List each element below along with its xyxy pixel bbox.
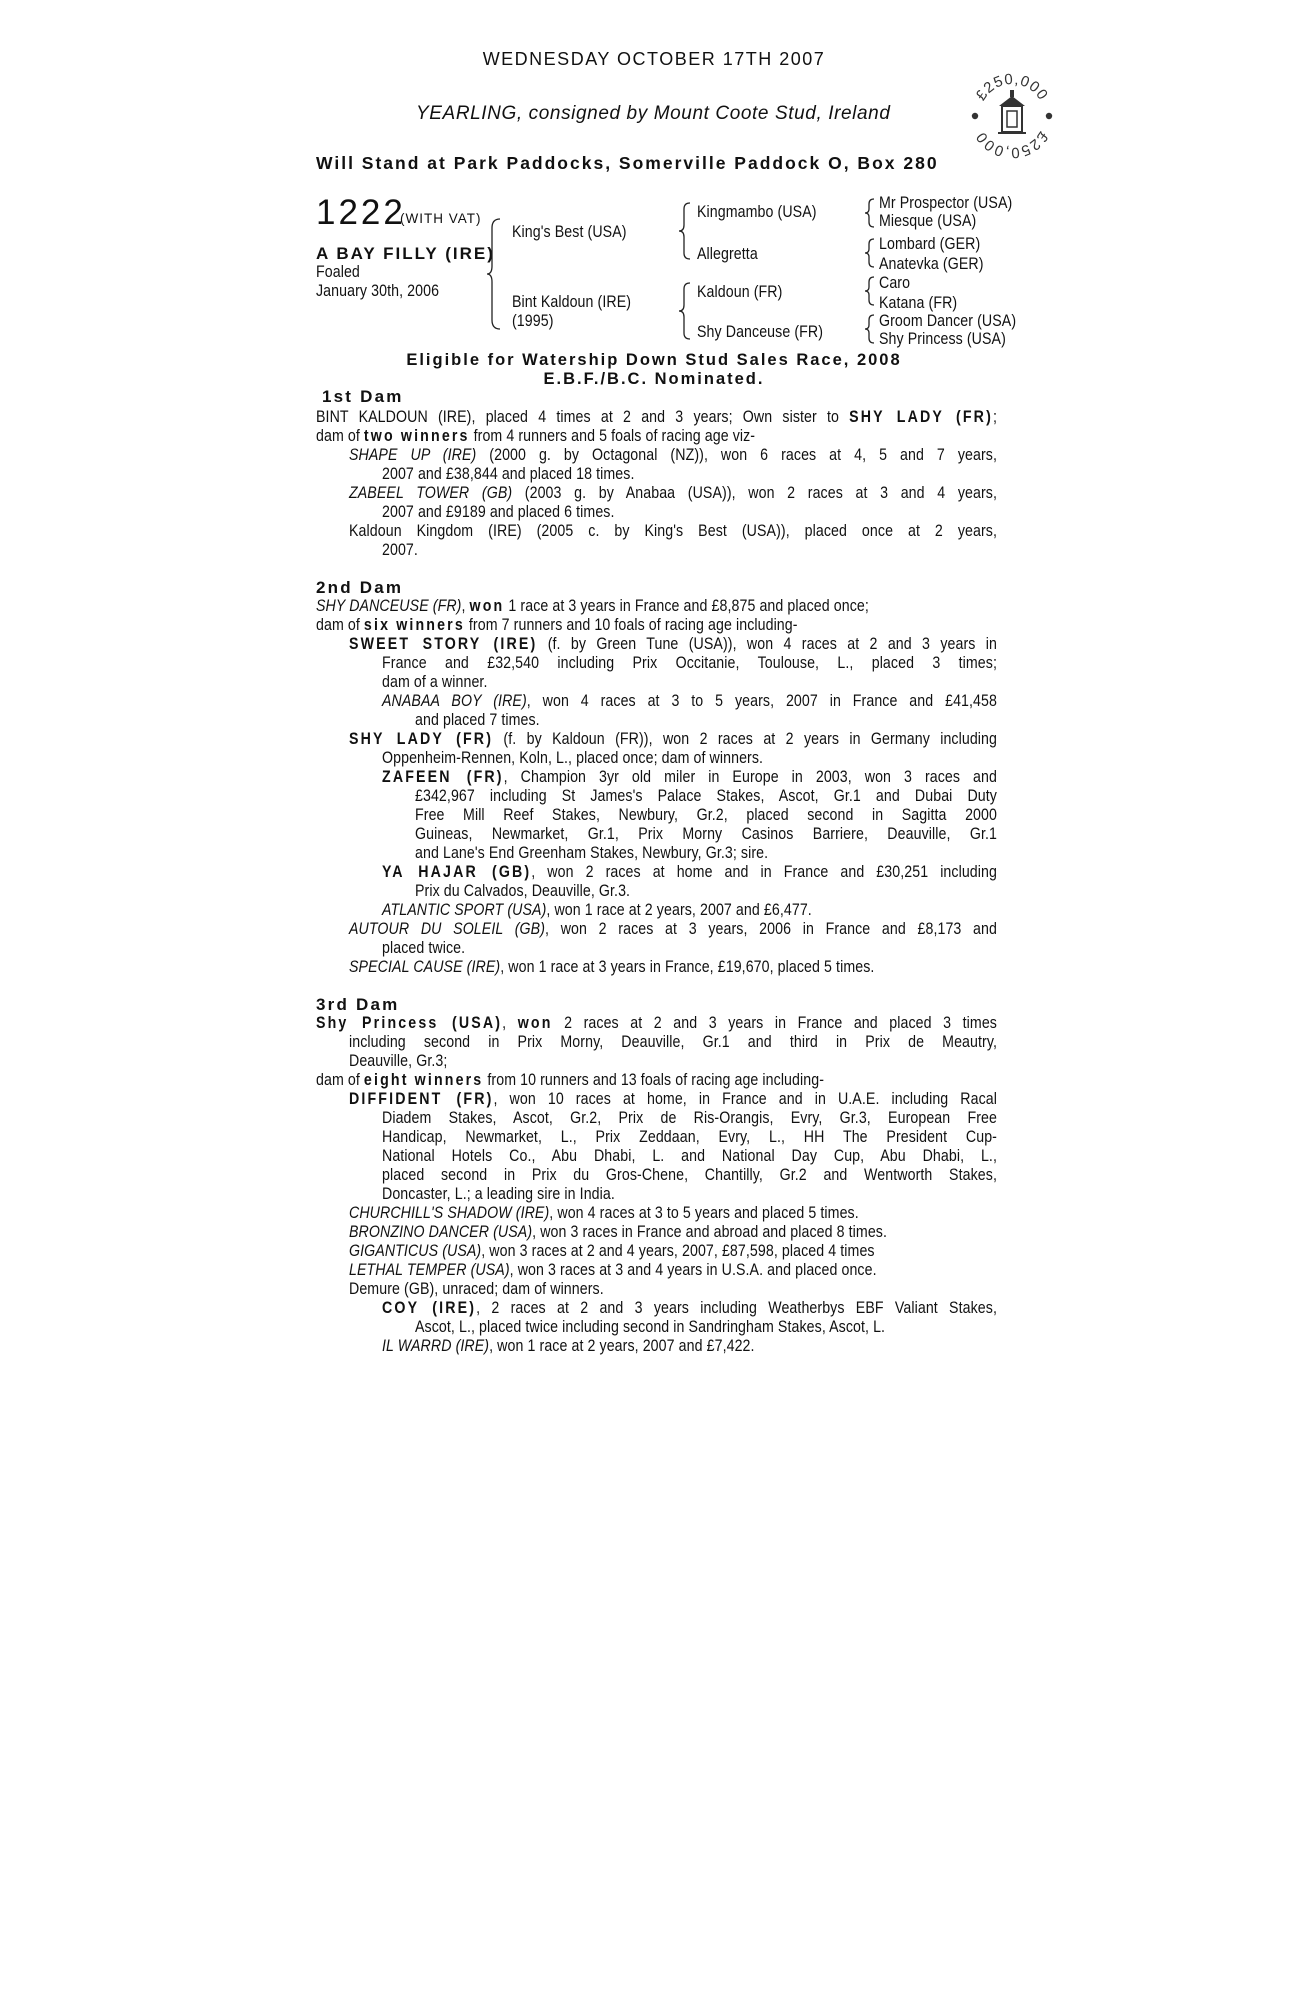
pedigree-gen3-6: Katana (FR)	[879, 294, 958, 312]
stamp-value-top: £250,000	[972, 70, 1052, 104]
third-dam-line3: Deauville, Gr.3;	[349, 1052, 448, 1070]
pedigree-brace-gen3-1	[864, 198, 876, 228]
first-dam-line2: dam of two winners from 4 runners and 5 foals of racing age viz-	[316, 427, 756, 445]
progeny-atlantic-sport: ATLANTIC SPORT (USA), won 1 race at 2 years, 2007 and £6,477.	[382, 901, 812, 919]
third-dam-line1: Shy Princess (USA), won 2 races at 2 and 3 years in France and placed 3 times	[316, 1014, 997, 1032]
third-dam-line2: including second in Prix Morny, Deauville, Gr.1 and third in Prix de Meautry,	[349, 1033, 997, 1051]
pedigree-dam-dam: Shy Danceuse (FR)	[697, 323, 824, 341]
pedigree-brace-main	[486, 218, 502, 330]
pedigree-dam-sire: Kaldoun (FR)	[697, 283, 783, 301]
pedigree-sire-dam: Allegretta	[697, 245, 758, 263]
third-dam-line4: dam of eight winners from 10 runners and 13 foals of racing age including-	[316, 1071, 825, 1089]
progeny-zafeen: ZAFEEN (FR), Champion 3yr old miler in Europe in 2003, won 3 races and	[382, 768, 997, 786]
pedigree-gen3-5: Caro	[879, 274, 911, 292]
second-dam-line2: dam of six winners from 7 runners and 10 foals of racing age including-	[316, 616, 798, 634]
pedigree-gen3-7: Groom Dancer (USA)	[879, 312, 1017, 330]
produce-kaldoun-kingdom: Kaldoun Kingdom (IRE) (2005 c. by King's Best (USA)), placed once at 2 years,	[349, 522, 997, 540]
pedigree-gen3-1: Mr Prospector (USA)	[879, 194, 1013, 212]
progeny-zafeen-l5: and Lane's End Greenham Stakes, Newbury, Gr.3; sire.	[415, 844, 769, 862]
progeny-anabaa-boy: ANABAA BOY (IRE), won 4 races at 3 to 5 years, 2007 in France and £41,458	[382, 692, 997, 710]
progeny-coy: COY (IRE), 2 races at 2 and 3 years including Weatherbys EBF Valiant Stakes,	[382, 1299, 997, 1317]
progeny-giganticus: GIGANTICUS (USA), won 3 races at 2 and 4 years, 2007, £87,598, placed 4 times	[349, 1242, 875, 1260]
progeny-sweet-story-l2: France and £32,540 including Prix Occitanie, Toulouse, L., placed 3 times;	[382, 654, 997, 672]
progeny-diffident-l6: Doncaster, L.; a leading sire in India.	[382, 1185, 615, 1203]
progeny-zafeen-l4: Guineas, Newmarket, Gr.1, Prix Morny Casinos Barriere, Deauville, Gr.1	[415, 825, 997, 843]
third-dam-heading: 3rd Dam	[316, 995, 400, 1014]
progeny-ya-hajar-l2: Prix du Calvados, Deauville, Gr.3.	[415, 882, 631, 900]
stamp-value-bottom: £250,000	[972, 128, 1052, 162]
pedigree-sire: King's Best (USA)	[512, 223, 627, 241]
price-stamp	[966, 70, 1058, 162]
progeny-churchills-shadow: CHURCHILL'S SHADOW (IRE), won 4 races at 3 to 5 years and placed 5 times.	[349, 1204, 859, 1222]
pedigree-brace-dam	[678, 282, 692, 340]
produce-shape-up: SHAPE UP (IRE) (2000 g. by Octagonal (NZ)), won 6 races at 4, 5 and 7 years,	[349, 446, 997, 464]
eligibility-line: Eligible for Watership Down Stud Sales Race, 2008	[406, 351, 902, 369]
progeny-autour-du-soleil: AUTOUR DU SOLEIL (GB), won 2 races at 3 years, 2006 in France and £8,173 and	[349, 920, 997, 938]
progeny-shy-lady: SHY LADY (FR) (f. by Kaldoun (FR)), won 2 races at 2 years in Germany including	[349, 730, 997, 748]
stand-location: Will Stand at Park Paddocks, Somerville Paddock O, Box 280	[316, 153, 939, 173]
stamp-seal-icon	[966, 70, 1058, 162]
consignor-line: YEARLING, consigned by Mount Coote Stud, Ireland	[416, 103, 891, 124]
progeny-bronzino-dancer: BRONZINO DANCER (USA), won 3 races in France and abroad and placed 8 times.	[349, 1223, 888, 1241]
progeny-zafeen-l3: Free Mill Reef Stakes, Newbury, Gr.2, placed second in Sagitta 2000	[415, 806, 997, 824]
foaled-label: Foaled	[316, 263, 360, 281]
produce-kaldoun-kingdom-cont: 2007.	[382, 541, 418, 559]
progeny-diffident-l2: Diadem Stakes, Ascot, Gr.2, Prix de Ris-Orangis, Evry, Gr.3, European Free	[382, 1109, 997, 1127]
pedigree-brace-gen3-3	[864, 276, 876, 306]
lot-number: 1222	[316, 193, 406, 232]
pedigree-gen3-2: Miesque (USA)	[879, 212, 977, 230]
pedigree-dam-year: (1995)	[512, 312, 554, 330]
pedigree-brace-sire	[678, 202, 692, 260]
produce-zabeel-tower-cont: 2007 and £9189 and placed 6 times.	[382, 503, 615, 521]
pedigree-gen3-3: Lombard (GER)	[879, 235, 981, 253]
progeny-sweet-story: SWEET STORY (IRE) (f. by Green Tune (USA)), won 4 races at 2 and 3 years in	[349, 635, 997, 653]
progeny-diffident-l5: placed second in Prix du Gros-Chene, Chantilly, Gr.2 and Wentworth Stakes,	[382, 1166, 997, 1184]
progeny-special-cause: SPECIAL CAUSE (IRE), won 1 race at 3 years in France, £19,670, placed 5 times.	[349, 958, 875, 976]
second-dam-line1: SHY DANCEUSE (FR), won 1 race at 3 years in France and £8,875 and placed once;	[316, 597, 869, 615]
progeny-diffident-l3: Handicap, Newmarket, L., Prix Zeddaan, Evry, L., HH The President Cup-	[382, 1128, 997, 1146]
progeny-il-warrd: IL WARRD (IRE), won 1 race at 2 years, 2007 and £7,422.	[382, 1337, 755, 1355]
first-dam-line1: BINT KALDOUN (IRE), placed 4 times at 2 and 3 years; Own sister to SHY LADY (FR);	[316, 408, 997, 426]
produce-shape-up-cont: 2007 and £38,844 and placed 18 times.	[382, 465, 635, 483]
progeny-demure: Demure (GB), unraced; dam of winners.	[349, 1280, 604, 1298]
progeny-sweet-story-l3: dam of a winner.	[382, 673, 488, 691]
foaled-date: January 30th, 2006	[316, 282, 440, 300]
produce-zabeel-tower: ZABEEL TOWER (GB) (2003 g. by Anabaa (USA)), won 2 races at 3 and 4 years,	[349, 484, 997, 502]
second-dam-heading: 2nd Dam	[316, 578, 404, 597]
vat-note: (WITH VAT)	[400, 211, 482, 226]
progeny-diffident: DIFFIDENT (FR), won 10 races at home, in France and in U.A.E. including Racal	[349, 1090, 997, 1108]
pedigree-sire-sire: Kingmambo (USA)	[697, 203, 817, 221]
progeny-autour-du-soleil-l2: placed twice.	[382, 939, 466, 957]
progeny-zafeen-l2: £342,967 including St James's Palace Stakes, Ascot, Gr.1 and Dubai Duty	[415, 787, 997, 805]
nomination-line: E.B.F./B.C. Nominated.	[543, 370, 765, 388]
progeny-lethal-temper: LETHAL TEMPER (USA), won 3 races at 3 and 4 years in U.S.A. and placed once.	[349, 1261, 877, 1279]
lot-description: A BAY FILLY (IRE)	[316, 244, 495, 263]
pedigree-brace-gen3-2	[864, 238, 876, 268]
pedigree-brace-gen3-4	[864, 314, 876, 344]
pedigree-dam: Bint Kaldoun (IRE)	[512, 293, 632, 311]
pedigree-gen3-8: Shy Princess (USA)	[879, 330, 1006, 348]
progeny-coy-l2: Ascot, L., placed twice including second in Sandringham Stakes, Ascot, L.	[415, 1318, 886, 1336]
pedigree-gen3-4: Anatevka (GER)	[879, 255, 984, 273]
sale-date: WEDNESDAY OCTOBER 17TH 2007	[482, 49, 826, 69]
first-dam-heading: 1st Dam	[322, 387, 404, 406]
progeny-anabaa-boy-l2: and placed 7 times.	[415, 711, 540, 729]
progeny-diffident-l4: National Hotels Co., Abu Dhabi, L. and National Day Cup, Abu Dhabi, L.,	[382, 1147, 997, 1165]
progeny-ya-hajar: YA HAJAR (GB), won 2 races at home and in France and £30,251 including	[382, 863, 997, 881]
progeny-shy-lady-l2: Oppenheim-Rennen, Koln, L., placed once; dam of winners.	[382, 749, 764, 767]
